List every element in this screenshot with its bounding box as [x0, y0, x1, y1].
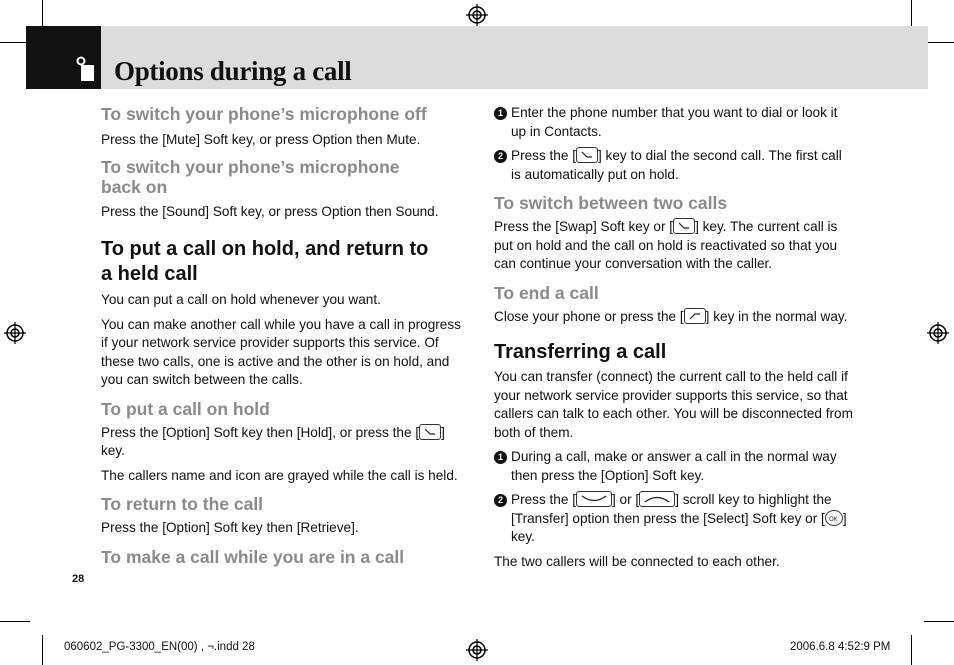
mute-heading: To switch your phone’s microphone off — [101, 104, 427, 124]
step-1: 1 Enter the phone number that you want to dial or look it up in Contacts. — [494, 104, 866, 141]
send-key-icon — [576, 147, 598, 163]
hold-heading-line1: To put a call on hold, and return to — [101, 238, 429, 260]
sound-heading-line1: To switch your phone’s microphone — [101, 156, 400, 177]
make-call-heading: To make a call while you are in a call — [101, 546, 405, 567]
page-title: Options during a call — [114, 56, 352, 86]
end-heading: To end a call — [494, 282, 599, 303]
scroll-down-key-icon — [576, 491, 612, 507]
phone-marker-icon — [76, 56, 96, 82]
hold-heading-line2: a held call — [101, 263, 198, 285]
registration-mark-icon — [4, 322, 26, 344]
step-2: 2 Press the [ ] key to dial the second call. The first call is automatically put on hold. — [494, 147, 866, 184]
send-key-icon — [419, 424, 441, 440]
switch-heading: To switch between two calls — [494, 193, 728, 213]
transfer-final-text: The two callers will be connected to each other. — [494, 553, 780, 569]
svg-text:OK: OK — [828, 516, 838, 523]
end-key-icon — [684, 308, 706, 324]
left-column — [101, 104, 461, 567]
mute-text: Press the [Mute] Soft key, or press Option then Mute. — [101, 132, 421, 147]
sound-text: Press the [Sound] Soft key, or press Option then Sound. — [101, 203, 439, 219]
crop-mark — [924, 621, 954, 622]
hold-paragraph-2-line4: you can switch between the calls. — [101, 372, 303, 387]
transfer-step-1: 1 During a call, make or answer a call in the normal way then press the [Option] Soft key. — [494, 448, 866, 485]
footer-timestamp: 2006.6.8 4:52:9 PM — [790, 641, 891, 653]
registration-mark-icon — [927, 322, 949, 344]
step-number: 2 — [494, 150, 507, 163]
switch-text-line3: can continue your conversation with the caller. — [494, 256, 773, 271]
put-hold-text-line3: The callers name and icon are grayed while the call is held. — [101, 467, 458, 483]
transfer-step-2: 2 Press the [ ] or [ ] scroll key to highlight the [Transfer] option then press the [Select] Soft key or [ OK ] key. — [494, 491, 866, 547]
return-text: Press the [Option] Soft key then [Retrieve]. — [101, 520, 359, 535]
transfer-text-line3: callers can talk to each other. You will be disconnected from — [494, 406, 853, 421]
crop-mark — [911, 635, 912, 665]
right-column — [494, 104, 866, 571]
crop-mark — [0, 621, 30, 622]
hold-paragraph-1: You can put a call on hold whenever you want. — [101, 292, 381, 307]
step-number: 1 — [494, 107, 507, 120]
ok-key-icon — [825, 510, 843, 526]
scroll-up-key-icon — [639, 491, 675, 507]
transfer-text-line1: You can transfer (connect) the current call to the held call if — [494, 369, 848, 384]
put-hold-heading: To put a call on hold — [101, 398, 270, 419]
transfer-heading: Transferring a call — [494, 341, 667, 363]
switch-text-line1: Press the [Swap] Soft key or [ ] key. The current call is — [494, 219, 838, 234]
crop-mark — [42, 635, 43, 665]
put-hold-text-line1: Press the [Option] Soft key then [Hold], or press the [ ] — [101, 424, 445, 440]
hold-paragraph-2-line2: if your network service provider supports this service. Of — [101, 335, 439, 350]
end-text: Close your phone or press the [ ] key in the normal way. — [494, 308, 848, 324]
switch-text-line2: put on hold and the call on hold is reactivated so that you — [494, 237, 838, 253]
page-number: 28 — [72, 573, 85, 585]
footer-file-info: 060602_PG-3300_EN(00) , ¬.indd 28 — [64, 641, 255, 653]
put-hold-text-line2: key. — [101, 443, 125, 458]
header-marker — [26, 26, 101, 89]
transfer-text-line2: your network service provider supports this service, so that — [494, 387, 848, 403]
hold-paragraph-2-line1: You can make another call while you have a call in progress — [101, 316, 461, 332]
step-number: 1 — [494, 451, 507, 464]
send-key-icon — [673, 218, 695, 234]
registration-mark-icon — [466, 639, 488, 661]
return-heading: To return to the call — [101, 494, 264, 514]
hold-paragraph-2-line3: these two calls, one is active and the other is on hold, and — [101, 353, 450, 369]
registration-mark-icon — [466, 4, 488, 26]
crop-mark — [924, 42, 954, 43]
transfer-text-line4: both of them. — [494, 424, 574, 440]
step-number: 2 — [494, 494, 507, 507]
sound-heading-line2: back on — [101, 176, 168, 197]
